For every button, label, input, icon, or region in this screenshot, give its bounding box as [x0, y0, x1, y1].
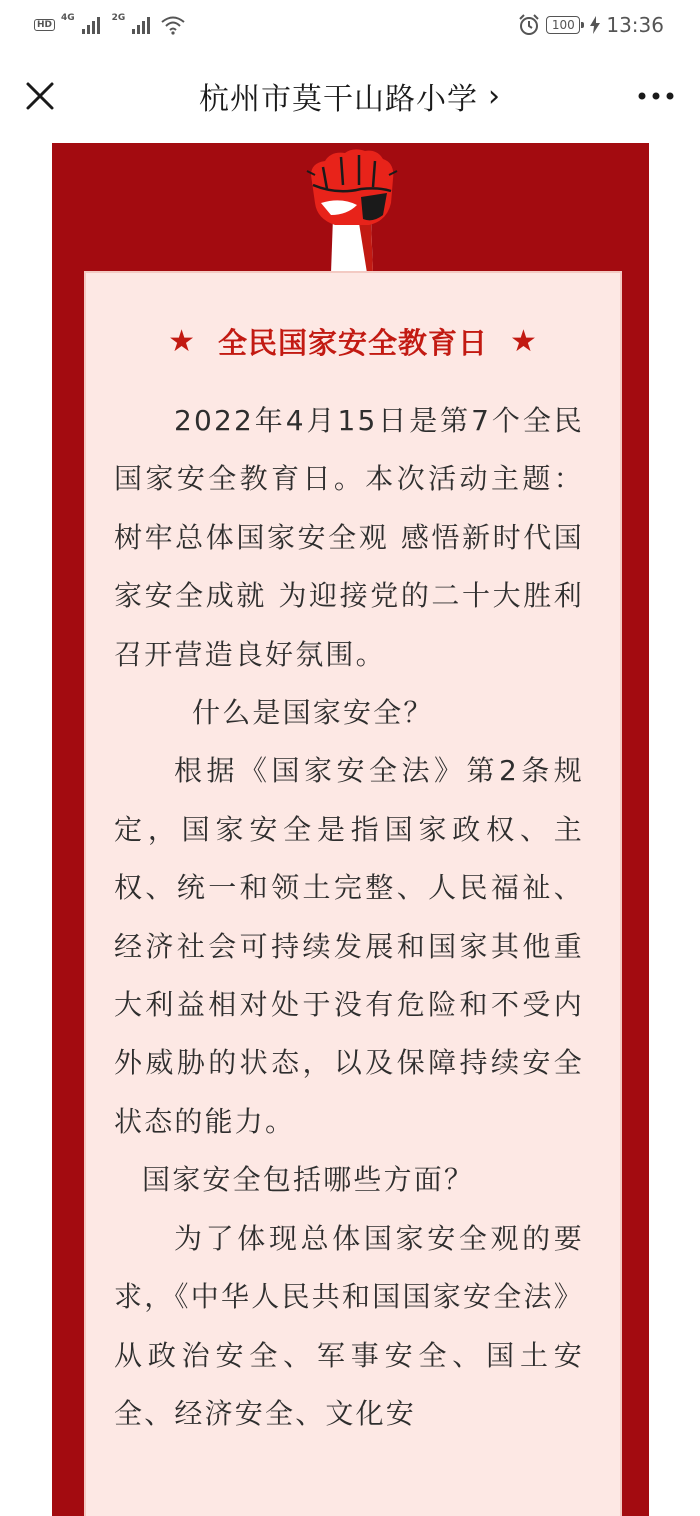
star-icon: ★	[168, 324, 196, 359]
article-frame	[52, 143, 649, 1516]
hd-badge: HD	[34, 19, 55, 31]
page-title: 杭州市莫干山路小学	[199, 82, 478, 117]
content-card	[84, 271, 622, 1516]
question-heading-2: 国家安全包括哪些方面？	[142, 1163, 475, 1197]
account-title-link[interactable]	[199, 74, 501, 118]
status-left	[34, 15, 186, 35]
status-right	[518, 13, 664, 37]
paragraph-definition: 根据《国家安全法》第2条规定，国家安全是指国家政权、主权、统一和领土完整、人民福祉、经济社会可持续发展和国家其他重大利益相对处于没有危险和不受内外威胁的状态，以及保障持续安全状态的能力。	[114, 754, 584, 1138]
raised-fist-icon	[301, 145, 401, 273]
signal-icon	[82, 16, 100, 34]
clock-time: 13:36	[606, 13, 664, 37]
status-bar	[0, 0, 700, 50]
paragraph-aspects: 为了体现总体国家安全观的要求，《中华人民共和国国家安全法》从政治安全、军事安全、国土安全、经济安全、文化安	[114, 1221, 584, 1430]
question-heading-1: 什么是国家安全？	[192, 696, 434, 730]
more-icon[interactable]	[636, 86, 676, 106]
wifi-icon	[160, 15, 186, 35]
paragraph-intro: 2022年4月15日是第7个全民国家安全教育日。本次活动主题：树牢总体国家安全观 感悟新时代国家安全成就 为迎接党的二十大胜利召开营造良好氛围。	[114, 404, 584, 671]
article-heading	[86, 321, 620, 362]
close-icon[interactable]	[22, 78, 58, 114]
star-icon: ★	[510, 324, 538, 359]
charging-icon	[590, 16, 600, 34]
chevron-right-icon: ›	[488, 78, 501, 114]
battery-indicator: 100	[546, 16, 580, 34]
network-type-2: 2G	[111, 13, 126, 23]
signal-icon-2	[132, 16, 150, 34]
heading-text: 全民国家安全教育日	[217, 326, 488, 360]
alarm-clock-icon	[518, 14, 540, 36]
nav-bar	[0, 50, 700, 142]
network-type-1: 4G	[61, 13, 75, 23]
